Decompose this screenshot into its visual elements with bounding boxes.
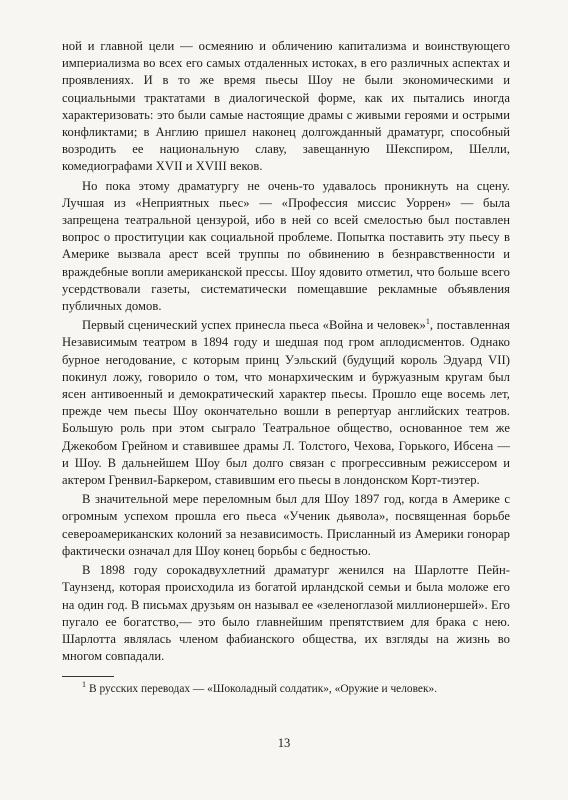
footnote-marker: 1 <box>425 317 430 327</box>
paragraph-1: ной и главной цели — осмеянию и обличению капитализма и воинствующего империализма во всех его самых отдаленных истоках, в его различных аспектах и проявлениях. И в то же время пьесы Шоу не были экономическими и социальными трактатами в диалогической форме, как их пытались иногда характеризовать: это были самые настоящие драмы с живыми героями и острыми конфликтами; в Англию пришел наконец долгожданный драматург, способный возродить ее национальную славу, завещанную Шекспиром, Шелли, комедиографами XVII и XVIII веков. <box>62 39 510 174</box>
paragraph-3-rest: , поставленная Независимым театром в 1894 году и шедшая под гром аплодисментов. Однако бурное негодование, с которым принц Уэльский (будущий король Эдуард VII) покинул ложу, говорило о том, что монархическим и буржуазным кругам был ясен антивоенный и демократический характер пьесы. Прошло еще восемь лет, прежде чем пьесы Шоу окончательно вошли в репертуар английских театров. Большую роль при этом сыграло Театральное общество, основанное тем же Джекобом Грейном и ставившее драмы Л. Толстого, Чехова, Горького, Ибсена — и Шоу. В дальнейшем Шоу был долго связан с прогрессивным режиссером и актером Гренвил-Баркером, ставившим его пьесы в лондонском Корт-тиэтер. <box>62 318 510 488</box>
footnote <box>62 682 510 697</box>
footnote-divider <box>62 676 114 677</box>
paragraph-5: В 1898 году сорокадвухлетний драматург женился на Шарлотте Пейн-Таунзенд, которая происходила из богатой ирландской семьи и была моложе его на один год. В письмах друзьям он называл ее «зеленоглазой миллионершей». Его пугало ее богатство,— это было главнейшим препятствием для брака с нею. Шарлотта являлась членом фабианского общества, их взгляды на жизнь во многом совпадали. <box>62 563 510 664</box>
paragraph-2: Но пока этому драматургу не очень-то удавалось проникнуть на сцену. Лучшая из «Неприятных пьес» — «Профессия миссис Уоррен» — была запрещена театральной цензурой, ибо в ней со всей смелостью был поставлен вопрос о проституции как социальной проблеме. Попытка поставить эту пьесу в Америке вызвала арест всей труппы по обвинению в безнравственности и враждебные вопли американской прессы. Шоу ядовито отметил, что больше всего усердствовали газеты, систематически помещавшие рекламные объявления публичных домов. <box>62 178 510 314</box>
page-number: 13 <box>277 736 291 750</box>
paragraph-3 <box>62 317 510 489</box>
paragraph-4: В значительной мере переломным был для Шоу 1897 год, когда в Америке с огромным успехом прошла его пьеса «Ученик дьявола», посвященная борьбе североамериканских колоний за независимость. Присланный из Америки гонорар фактически означал для Шоу конец борьбы с бедностью. <box>62 492 510 558</box>
paragraph-3-start: Первый сценический успех принесла пьеса «Война и человек» <box>82 318 426 333</box>
footnote-text: В русских переводах — «Шоколадный солдатик», «Оружие и человек». <box>89 683 438 695</box>
page-body <box>62 38 510 665</box>
footnote-number: 1 <box>82 680 86 690</box>
